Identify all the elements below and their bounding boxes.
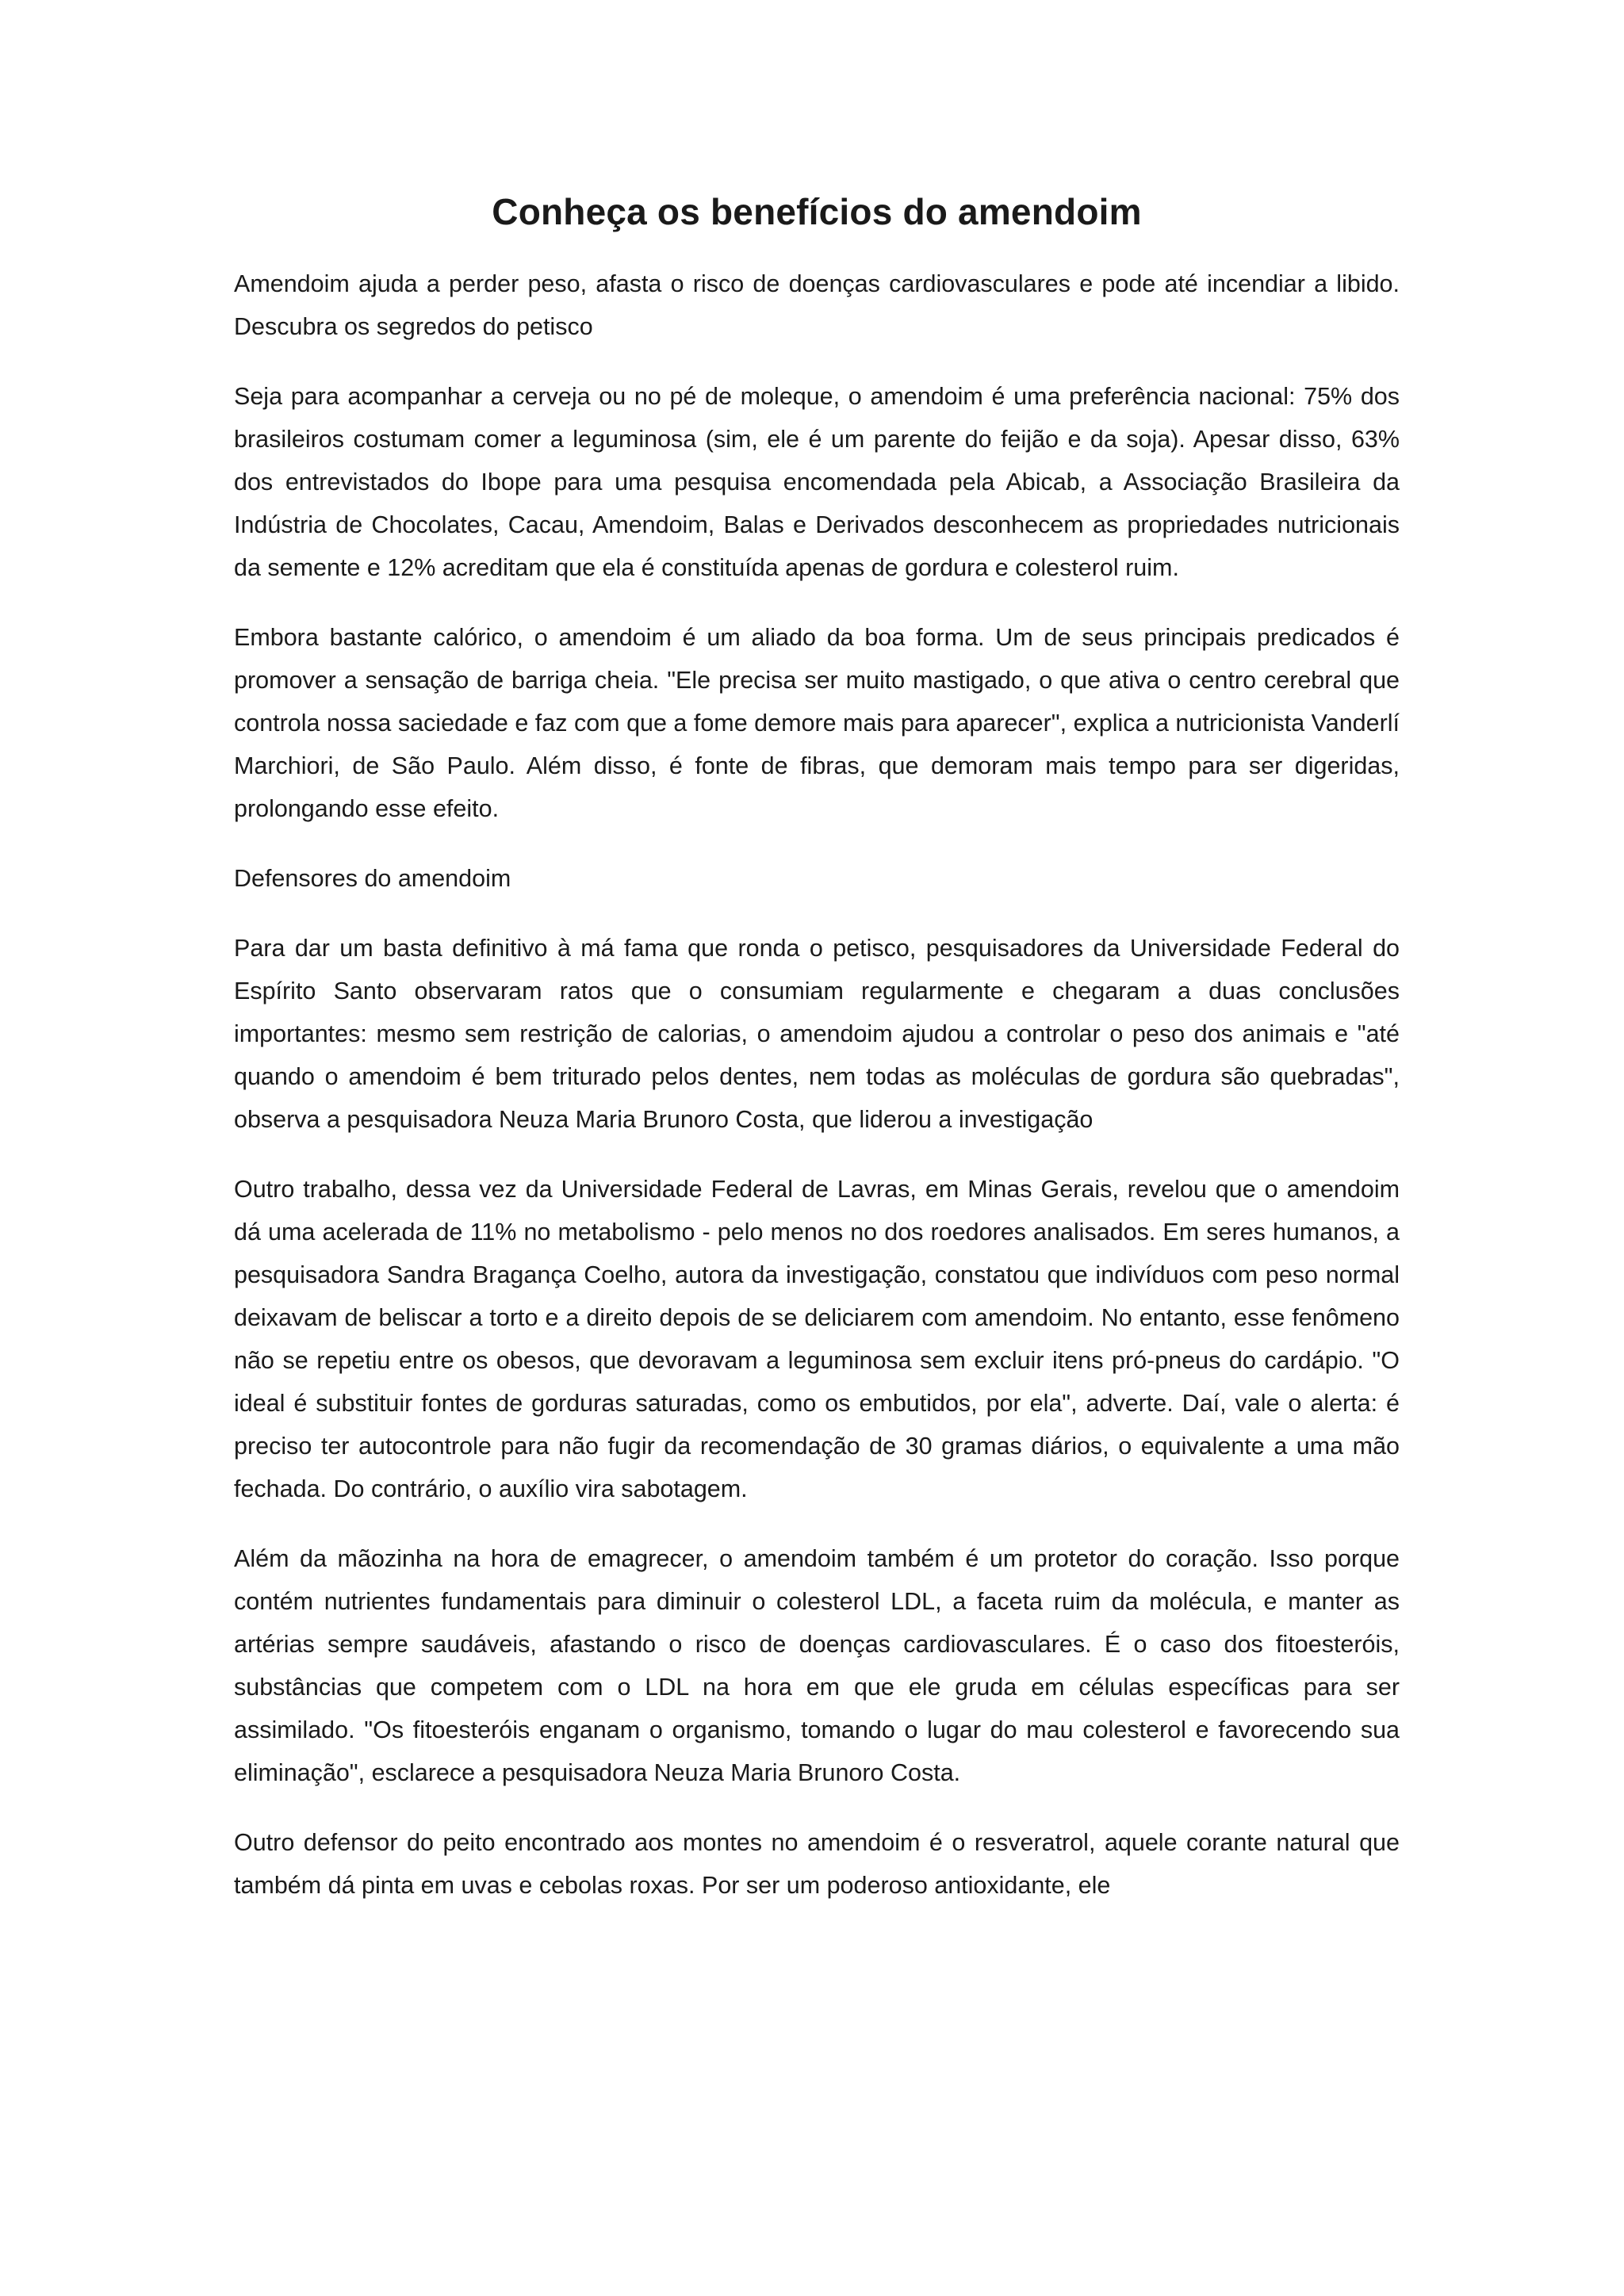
body-paragraph: Outro defensor do peito encontrado aos montes no amendoim é o resveratrol, aquele corante natural que também dá pinta em uvas e cebolas roxas. Por ser um poderoso antioxidante, ele — [234, 1829, 1400, 1900]
section-heading: Defensores do amendoim — [234, 865, 511, 893]
document-page — [234, 190, 1400, 1934]
body-paragraph: Para dar um basta definitivo à má fama que ronda o petisco, pesquisadores da Universidade Federal do Espírito Santo observaram ratos que o consumiam regularmente e chegaram a duas conclusões importantes: mesmo sem restrição de calorias, o amendoim ajudou a controlar o peso dos animais e "até quando o amendoim é bem triturado pelos dentes, nem todas as moléculas de gordura são quebradas", observa a pesquisadora Neuza Maria Brunoro Costa, que liderou a investigação — [234, 935, 1400, 1134]
body-paragraph: Seja para acompanhar a cerveja ou no pé de moleque, o amendoim é uma preferência nacional: 75% dos brasileiros costumam comer a leguminosa (sim, ele é um parente do feijão e da soja). Apesar disso, 63% dos entrevistados do Ibope para uma pesquisa encomendada pela Abicab, a Associação Brasileira da Indústria de Chocolates, Cacau, Amendoim, Balas e Derivados desconhecem as propriedades nutricionais da semente e 12% acreditam que ela é constituída apenas de gordura e colesterol ruim. — [234, 383, 1400, 582]
body-paragraph: Além da mãozinha na hora de emagrecer, o amendoim também é um protetor do coração. Isso porque contém nutrientes fundamentais para diminuir o colesterol LDL, a faceta ruim da molécula, e manter as artérias sempre saudáveis, afastando o risco de doenças cardiovasculares. É o caso dos fitoesteróis, substâncias que competem com o LDL na hora em que ele gruda em células específicas para ser assimilado. "Os fitoesteróis enganam o organismo, tomando o lugar do mau colesterol e favorecendo sua eliminação", esclarece a pesquisadora Neuza Maria Brunoro Costa. — [234, 1545, 1400, 1787]
document-title: Conheça os benefícios do amendoim — [492, 191, 1142, 232]
body-paragraph: Embora bastante calórico, o amendoim é um aliado da boa forma. Um de seus principais predicados é promover a sensação de barriga cheia. "Ele precisa ser muito mastigado, o que ativa o centro cerebral que controla nossa saciedade e faz com que a fome demore mais para aparecer", explica a nutricionista Vanderlí Marchiori, de São Paulo. Além disso, é fonte de fibras, que demoram mais tempo para ser digeridas, prolongando esse efeito. — [234, 624, 1400, 823]
intro-paragraph: Amendoim ajuda a perder peso, afasta o risco de doenças cardiovasculares e pode até incendiar a libido. Descubra os segredos do petisco — [234, 270, 1400, 341]
body-paragraph: Outro trabalho, dessa vez da Universidade Federal de Lavras, em Minas Gerais, revelou que o amendoim dá uma acelerada de 11% no metabolismo - pelo menos no dos roedores analisados. Em seres humanos, a pesquisadora Sandra Bragança Coelho, autora da investigação, constatou que indivíduos com peso normal deixavam de beliscar a torto e a direito depois de se deliciarem com amendoim. No entanto, esse fenômeno não se repetiu entre os obesos, que devoravam a leguminosa sem excluir itens pró-pneus do cardápio. "O ideal é substituir fontes de gorduras saturadas, como os embutidos, por ela", adverte. Daí, vale o alerta: é preciso ter autocontrole para não fugir da recomendação de 30 gramas diários, o equivalente a uma mão fechada. Do contrário, o auxílio vira sabotagem. — [234, 1176, 1400, 1503]
